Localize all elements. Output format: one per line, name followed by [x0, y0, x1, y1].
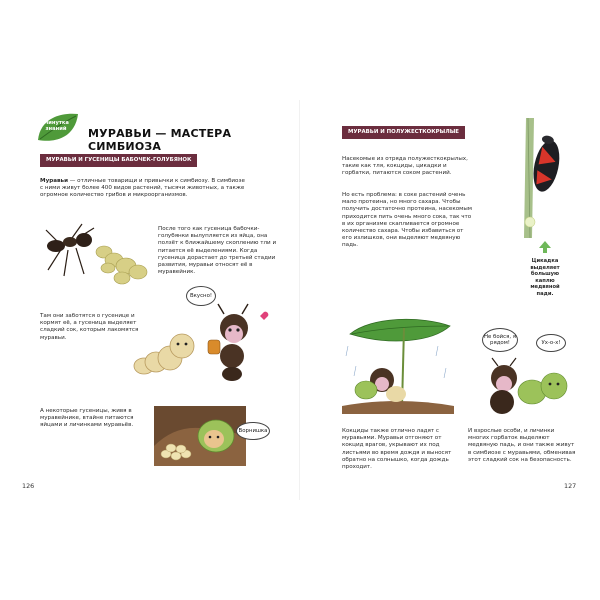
section-banner-caterpillars: МУРАВЬИ И ГУСЕНИЦЫ БАБОЧЕК-ГОЛУБЯНОК	[40, 154, 197, 167]
secret-eaters-paragraph: А некоторые гусеницы, живя в муравейнике, втайне питаются яйцами и личинками муравьёв.	[40, 408, 134, 429]
intro-paragraph	[40, 178, 246, 200]
speech-bubble-tasty: Вкусно!	[186, 286, 216, 306]
speech-bubble-secret: Ворнишка	[236, 422, 270, 440]
left-page	[8, 100, 300, 500]
up-arrow-icon	[538, 240, 552, 254]
speech-bubble-wow: Ух-о-х!	[536, 334, 566, 352]
right-page	[300, 100, 592, 500]
page-number-right: 127	[564, 482, 577, 490]
ants-under-leaf-illustration	[342, 316, 454, 414]
ant-feeding-caterpillar-illustration	[126, 296, 276, 382]
froghopper-caption: Цикадка выделяет большую каплю медвяной пади.	[530, 258, 560, 297]
intro-rest: — отличные товарищи и привычки к симбиозу. В симбиозе с ними живут более 400 видов растений, тысячи животных, а также огромное количество грибов и микроорганизмов.	[40, 178, 245, 199]
scale-insects-paragraph: Кокциды также отлично ладят с муравьями. Муравьи отгоняют от кокцид врагов, укрывают их под листьями во время дождя и выносят обратно на солнышко, когда дождь проходит.	[342, 428, 452, 471]
speech-bubble-dont-worry: Не бойся, я рядом!	[482, 328, 518, 352]
badge-label: Минутка знаний	[43, 120, 69, 132]
ants-with-treehoppers-illustration	[468, 356, 578, 420]
care-paragraph: Там они заботятся о гусенице и кормят её, а гусеница выделяет сладкий сок, которым лакомятся муравьи.	[40, 313, 139, 341]
caterpillar-paragraph: После того как гусеница бабочки-голубянки вылупляется из яйца, она ползёт к ближайшему скоплению тли и питается её выделениями. Когда гусеница дорастает до третьей стадии развития, муравьи относят её в муравейник.	[158, 226, 277, 276]
intro-lead: Муравьи	[40, 178, 68, 184]
book-spread	[8, 100, 592, 500]
section-banner-hemiptera: МУРАВЬИ И ПОЛУЖЕСТКОКРЫЛЫЕ	[342, 126, 465, 139]
page-number-left: 126	[22, 482, 35, 490]
ant-with-larvae-illustration	[42, 218, 152, 288]
treehoppers-paragraph: И взрослые особи, и личинки многих горбаток выделяют медвяную падь, и они также живут в симбиозе с муравьями, обменивая этот сладкий сок на безопасность.	[468, 428, 576, 463]
page-title: МУРАВЬИ — МАСТЕРА СИМБИОЗА	[88, 127, 232, 153]
froghopper-photo	[508, 118, 568, 238]
anthill-scene-illustration	[154, 406, 246, 466]
sugar-problem-paragraph: Но есть проблема: в соке растений очень мало протеина, но много сахара. Чтобы получить достаточно протеина, насекомым приходится пить очень много сока, так что в их организме скапливается огромное количество сахара. Чтобы избавиться от его излишков, они выделяют медвяную падь.	[342, 192, 473, 249]
hemiptera-intro-paragraph: Насекомые из отряда полужесткокрылых, такие как тля, кокциды, цикадки и горбатки, питаются соком растений.	[342, 156, 468, 177]
